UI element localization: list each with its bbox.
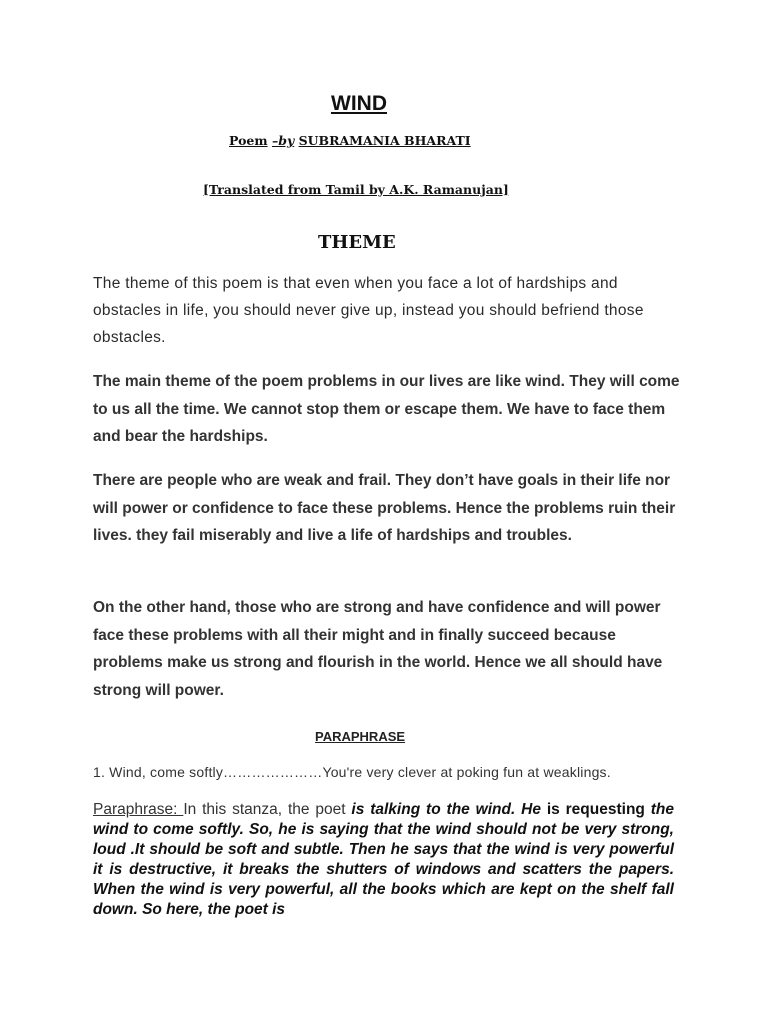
translation-note: [Translated from Tamil by A.K. Ramanujan] (203, 182, 509, 197)
paraphrase-part-a: is talking to the wind. He (351, 801, 547, 818)
paraphrase-heading: PARAPHRASE (315, 729, 406, 744)
theme-heading: THEME (318, 232, 396, 253)
byline (229, 133, 471, 148)
stanza-1: 1. Wind, come softly…………………You're very clever at poking fun at weaklings. (93, 764, 611, 780)
theme-paragraph-1: The theme of this poem is that even when you face a lot of hardships and obstacles in life, you should never give up, instead you should befriend those obstacles. (93, 275, 644, 346)
poem-label: Poem (229, 133, 268, 148)
paraphrase-part-b: is requesting (546, 801, 651, 818)
paraphrase-1 (93, 800, 674, 920)
theme-paragraph-3: There are people who are weak and frail. They don’t have goals in their life nor will power or confidence to face these problems. Hence the problems ruin their lives. they fail miserably and live a life of hardships and troubles. (93, 472, 676, 544)
paraphrase-lead: In this stanza, the poet (183, 801, 352, 818)
theme-paragraph-2: The main theme of the poem problems in our lives are like wind. They will come to us all the time. We cannot stop them or escape them. We have to face them and bear the hardships. (93, 373, 680, 445)
paraphrase-part-c: the wind to come softly. So, he is saying that the wind should not be very strong, loud .It should be soft and subtle. Then he says that the wind is very powerful it is destructive, it breaks the shutters of windows and scatters the papers. When the wind is very powerful, all the books which are kept on the shelf fall down. So here, the poet is (93, 801, 674, 918)
theme-paragraph-4: On the other hand, those who are strong and have confidence and will power face these problems with all their might and in finally succeed because problems make us strong and flourish in the world. Hence we all should have strong will power. (93, 599, 663, 699)
poem-title: WIND (331, 92, 387, 115)
by-label: –by (271, 133, 295, 148)
author-name: SUBRAMANIA BHARATI (298, 133, 471, 148)
paraphrase-label: Paraphrase: (93, 801, 184, 818)
